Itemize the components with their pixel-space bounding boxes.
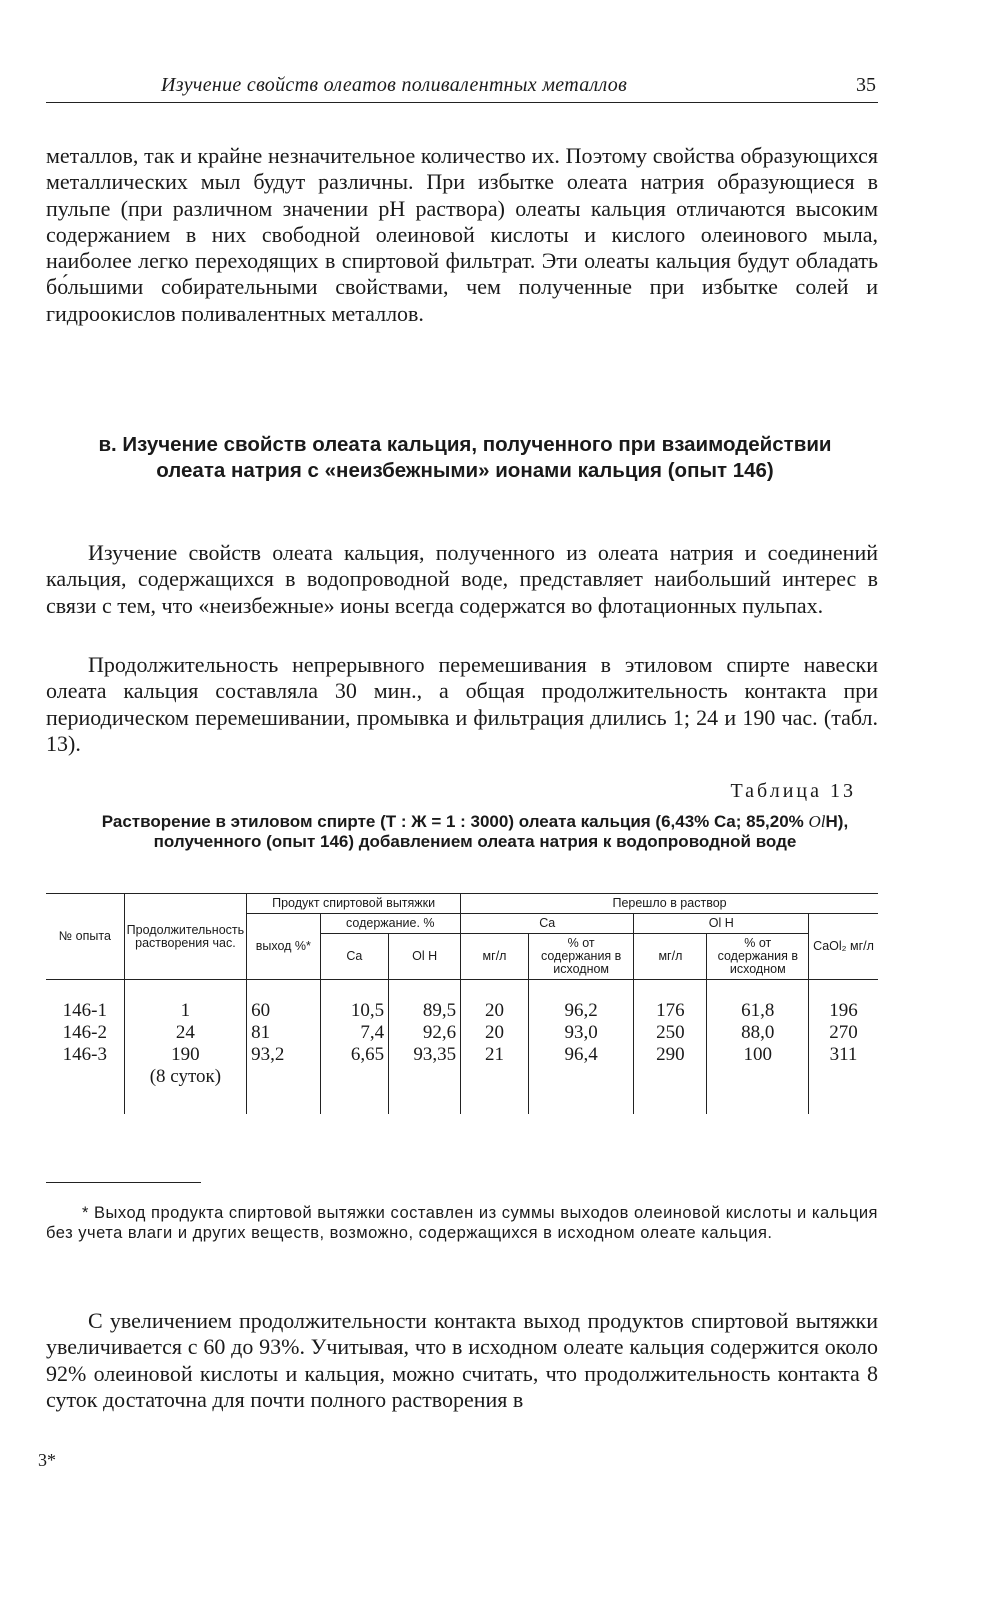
cell-olh: 89,5	[389, 980, 461, 1023]
cell-caol: 270	[809, 1022, 878, 1044]
cell-caol: 311	[809, 1044, 878, 1114]
header-num: № опыта	[46, 894, 124, 980]
table-row	[46, 1022, 878, 1044]
cell-ca: 7,4	[320, 1022, 389, 1044]
footnote-divider	[46, 1182, 201, 1183]
header-yield: выход %*	[247, 914, 320, 980]
cell-ca: 10,5	[320, 980, 389, 1023]
cell-duration: 1	[124, 980, 247, 1023]
header-duration: Продолжительность растворения час.	[124, 894, 247, 980]
cell-olh-pct: 88,0	[707, 1022, 809, 1044]
header-olh-group: Ol H	[634, 914, 809, 934]
table-row	[46, 1044, 878, 1114]
footnote: * Выход продукта спиртовой вытяжки составлен из суммы выходов олеиновой кислоты и кальция без учета влаги и других веществ, возможно, содержащихся в исходном олеате кальция.	[46, 1204, 878, 1242]
signature-mark: 3*	[38, 1450, 56, 1470]
cell-num: 146-3	[46, 1044, 124, 1114]
header-content-ca: Ca	[320, 934, 389, 980]
section-heading: в. Изучение свойств олеата кальция, полученного при взаимодействии олеата натрия с «неизбежными» ионами кальция (опыт 146)	[98, 433, 832, 482]
cell-yield: 60	[247, 980, 320, 1023]
header-ca-mgl: мг/л	[461, 934, 529, 980]
header-ca-pct: % от содержания в исходном	[528, 934, 633, 980]
header-content-olh: Ol H	[389, 934, 461, 980]
cell-ca-pct: 93,0	[528, 1022, 633, 1044]
cell-olh-pct: 100	[707, 1044, 809, 1114]
cell-olh: 93,35	[389, 1044, 461, 1114]
header-content: содержание. %	[320, 914, 461, 934]
cell-yield: 93,2	[247, 1044, 320, 1114]
cell-olh-pct: 61,8	[707, 980, 809, 1023]
cell-caol: 196	[809, 980, 878, 1023]
cell-ca-pct: 96,2	[528, 980, 633, 1023]
page-number: 35	[856, 74, 876, 96]
paragraph-3: Продолжительность непрерывного перемешивания в этиловом спирте навески олеата кальция составляла 30 мин., а общая продолжительность контакта при периодическом перемешивании, промывка и фильтрация длились 1; 24 и 190 час. (табл. 13).	[46, 652, 878, 756]
table-row	[46, 980, 878, 1023]
cell-ca-mgl: 20	[461, 1022, 529, 1044]
cell-olh-mgl: 290	[634, 1044, 707, 1114]
paragraph-4: С увеличением продолжительности контакта выход продуктов спиртовой вытяжки увеличивается с 60 до 93%. Учитывая, что в исходном олеате кальция содержится около 92% олеиновой кислоты и кальция, можно считать, что продолжительность контакта 8 суток достаточна для почти полного растворения в	[46, 1308, 878, 1412]
results-table	[46, 893, 878, 1114]
table-caption	[80, 812, 870, 852]
header-transferred: Перешло в раствор	[461, 894, 878, 914]
running-title: Изучение свойств олеатов поливалентных металлов	[161, 74, 628, 96]
cell-duration	[124, 1044, 247, 1114]
header-ca-group: Ca	[461, 914, 634, 934]
paragraph-1: металлов, так и крайне незначительное количество их. Поэтому свойства образующихся металлических мыл будут различны. При избытке олеата натрия образующиеся в пульпе (при различном значении pH раствора) олеаты кальция отличаются высоким содержанием в них свободной олеиновой кислоты и кислого олеинового мыла, наиболее легко переходящих в спиртовой фильтрат. Эти олеаты кальция будут обладать бо́льшими собирательными свойствами, чем полученные при избытке солей и гидроокислов поливалентных металлов.	[46, 143, 878, 326]
header-product: Продукт спиртовой вытяжки	[247, 894, 461, 914]
running-header	[46, 72, 878, 103]
header-olh-mgl: мг/л	[634, 934, 707, 980]
header-caol: CaOl₂ мг/л	[809, 914, 878, 980]
cell-ca-pct: 96,4	[528, 1044, 633, 1114]
cell-ca-mgl: 21	[461, 1044, 529, 1114]
cell-ca-mgl: 20	[461, 980, 529, 1023]
cell-olh: 92,6	[389, 1022, 461, 1044]
cell-duration-note: (8 суток)	[149, 1066, 222, 1087]
table-label: Таблица 13	[730, 780, 856, 802]
cell-olh-mgl: 176	[634, 980, 707, 1023]
cell-num: 146-2	[46, 1022, 124, 1044]
table-caption-part-1: Растворение в этиловом спирте (Т : Ж = 1 : 3000) олеата кальция (6,43% Ca; 85,20%	[101, 812, 809, 831]
cell-yield: 81	[247, 1022, 320, 1044]
header-olh-pct: % от содержания в исходном	[707, 934, 809, 980]
cell-num: 146-1	[46, 980, 124, 1023]
cell-olh-mgl: 250	[634, 1022, 707, 1044]
cell-duration: 24	[124, 1022, 247, 1044]
table-caption-ol: Ol	[808, 812, 826, 831]
table-caption-part-2: H), полученного (опыт 146) добавлением олеата натрия к водопроводной воде	[153, 812, 849, 851]
paragraph-2: Изучение свойств олеата кальция, полученного из олеата натрия и соединений кальция, содержащихся в водопроводной воде, представляет наибольший интерес в связи с тем, что «неизбежные» ионы всегда содержатся во флотационных пульпах.	[46, 540, 878, 618]
cell-ca: 6,65	[320, 1044, 389, 1114]
cell-duration-value: 190	[171, 1044, 200, 1065]
